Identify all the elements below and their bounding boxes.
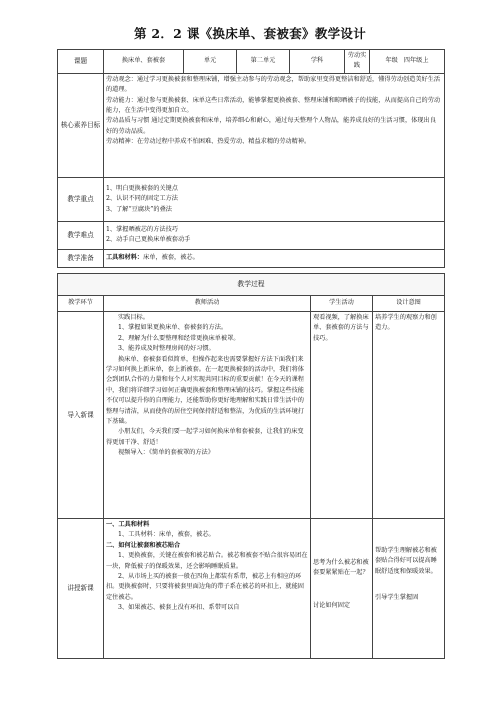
fit-heading: 二、如何让被套和被芯贴合 [106, 541, 181, 549]
core-line: 劳动品质与习惯 通过定期更换被套和床单，培养细心和耐心，通过每天整理个人物品，能养成良好的生活习惯，体现出良好的劳动品质。 [106, 117, 436, 135]
process-title: 教学过程 [58, 274, 445, 296]
intro-video: 视频导入：《简单的套被罩的方法》 [118, 449, 214, 457]
intro-line: 2、理解为什么要整理和经常更换床单被罩。 [118, 334, 240, 342]
header-stage: 教学环节 [58, 296, 104, 312]
intro-line: 实践目标。 [118, 314, 149, 321]
intro-intent: 培养学生的观察力和创造力。 [373, 312, 445, 519]
lesson-plan-table [57, 49, 445, 268]
header-student: 学生活动 [311, 296, 373, 312]
student-question: 思考为什么被芯和被套要紧紧贴在一起？ [313, 559, 369, 577]
grade-value: 四年级上 [403, 57, 429, 65]
header-intent: 设计意图 [373, 296, 445, 312]
core-content [104, 73, 445, 177]
intro-line: 3、能养成及时整理房间的好习惯。 [118, 345, 215, 353]
difficulty-item: 2、动手自己更换床单被套动手 [106, 236, 191, 244]
unit-label: 单元 [184, 50, 237, 74]
unit-value: 第二单元 [237, 50, 290, 74]
lesson-intent [373, 519, 445, 659]
core-line: 劳动观念：通过学习更换被套和整理床铺，增强主动参与的劳动观念，帮助家里变得更整洁和舒适，懂得劳动创造美好生活的道理。 [106, 75, 441, 94]
student-discussion: 讨论如何固定 [313, 601, 351, 609]
lesson-label: 讲授新课 [58, 519, 104, 659]
prep-text: 床单，被套，被芯。 [143, 254, 199, 262]
prep-bold: 工具和材料： [106, 254, 144, 262]
intro-paragraph: 换床单、套被套看似简单，但操作起来也需要掌握好方法下面我们来学习如何换上新床单，套上新被套。在一起更换被套的活动中，我们将体会到团队合作的力量和每个人对实现共同目标的重要贡献！在今天的课程中，我们将详细学习如何正确更换被套和整理床铺的技巧。掌握这些技能不仅可以提升你的自理能力，还能帮助你更好地理解和实践日常生活中的整理与清洁，从而使你的居住空间保持舒适和整洁，为优质的生活环境打下基础。 [106, 355, 304, 426]
key-point-item: 2、认识不同的固定工方法 [106, 195, 178, 203]
difficulty-item: 1、掌握晒被芯的方法技巧 [106, 225, 178, 233]
lesson-paragraph: 1、更换被套，关键在被套和被芯贴合。被芯和被套不贴合很容易团在一块，降低被子的保暖效果，还会影响睡眠质量。 [106, 552, 308, 570]
key-points-content [104, 177, 445, 221]
prep-content [104, 249, 445, 267]
subject-value: 劳动实践 [345, 50, 370, 74]
intro-student: 观看视频，了解换床单、套被套的方法与技巧。 [311, 312, 373, 519]
prep-label: 教学准备 [58, 249, 104, 267]
intro-teacher [104, 312, 311, 519]
intro-label: 导入新课 [58, 312, 104, 519]
topic-label: 课题 [58, 50, 104, 74]
document-title: 第 2．2 课《换床单、套被套》教学设计 [133, 26, 367, 41]
lesson-teacher [104, 519, 311, 659]
intro-paragraph: 小朋友们，今天我们要一起学习如何换床单和套被套，让我们的床变得更加干净、舒适！ [106, 428, 304, 446]
lesson-paragraph: 3、如果被芯、被套上没有环扣、系带可以自 [118, 604, 240, 612]
intro-line: 1、掌握如果更换床单、套被套的方法。 [118, 324, 228, 332]
grade-cell [370, 50, 445, 74]
header-teacher: 教师活动 [104, 296, 311, 312]
difficulties-label: 教学难点 [58, 221, 104, 249]
key-point-item: 1、明白更换被套的关键点 [106, 184, 178, 192]
core-line: 劳动能力：通过参与更换被套、床单这些日常活动，能够掌握更换被套、整理床铺和晾晒被子的技能，从而提高自己的劳动能力，在生活中变得更加自立。 [106, 96, 441, 115]
process-table [57, 273, 445, 659]
lesson-paragraph: 2、从市场上买的被套一般在四角上都装有系带，被芯上有相应的环扣。更换被套时，只要将被套里面边角的带子系在被芯的环扣上，就能固定住被芯。 [106, 573, 304, 601]
key-point-item: 3、了解“豆腐块”的叠法 [106, 205, 172, 213]
intent-guide: 引导学生掌握固 [375, 594, 419, 602]
core-label: 核心素养目标 [58, 73, 104, 177]
key-points-label: 教学重点 [58, 177, 104, 221]
tools-heading: 一、工具和材料 [106, 521, 150, 528]
difficulties-content [104, 221, 445, 249]
lesson-student [311, 519, 373, 659]
topic-value: 换床单、套被套 [104, 50, 184, 74]
core-line: 劳动精神：在劳动过程中养成不怕困难、热爱劳动、精益求精的劳动精神。 [106, 138, 311, 146]
grade-label: 年级 [385, 57, 398, 65]
subject-label: 学科 [290, 50, 345, 74]
intent-explain: 帮助学生理解被芯和被套贴合得好可以提高睡眠舒适度和保暖效果。 [375, 547, 437, 575]
tools-line: 1、工具材料：床单，被套，被芯。 [118, 531, 215, 539]
